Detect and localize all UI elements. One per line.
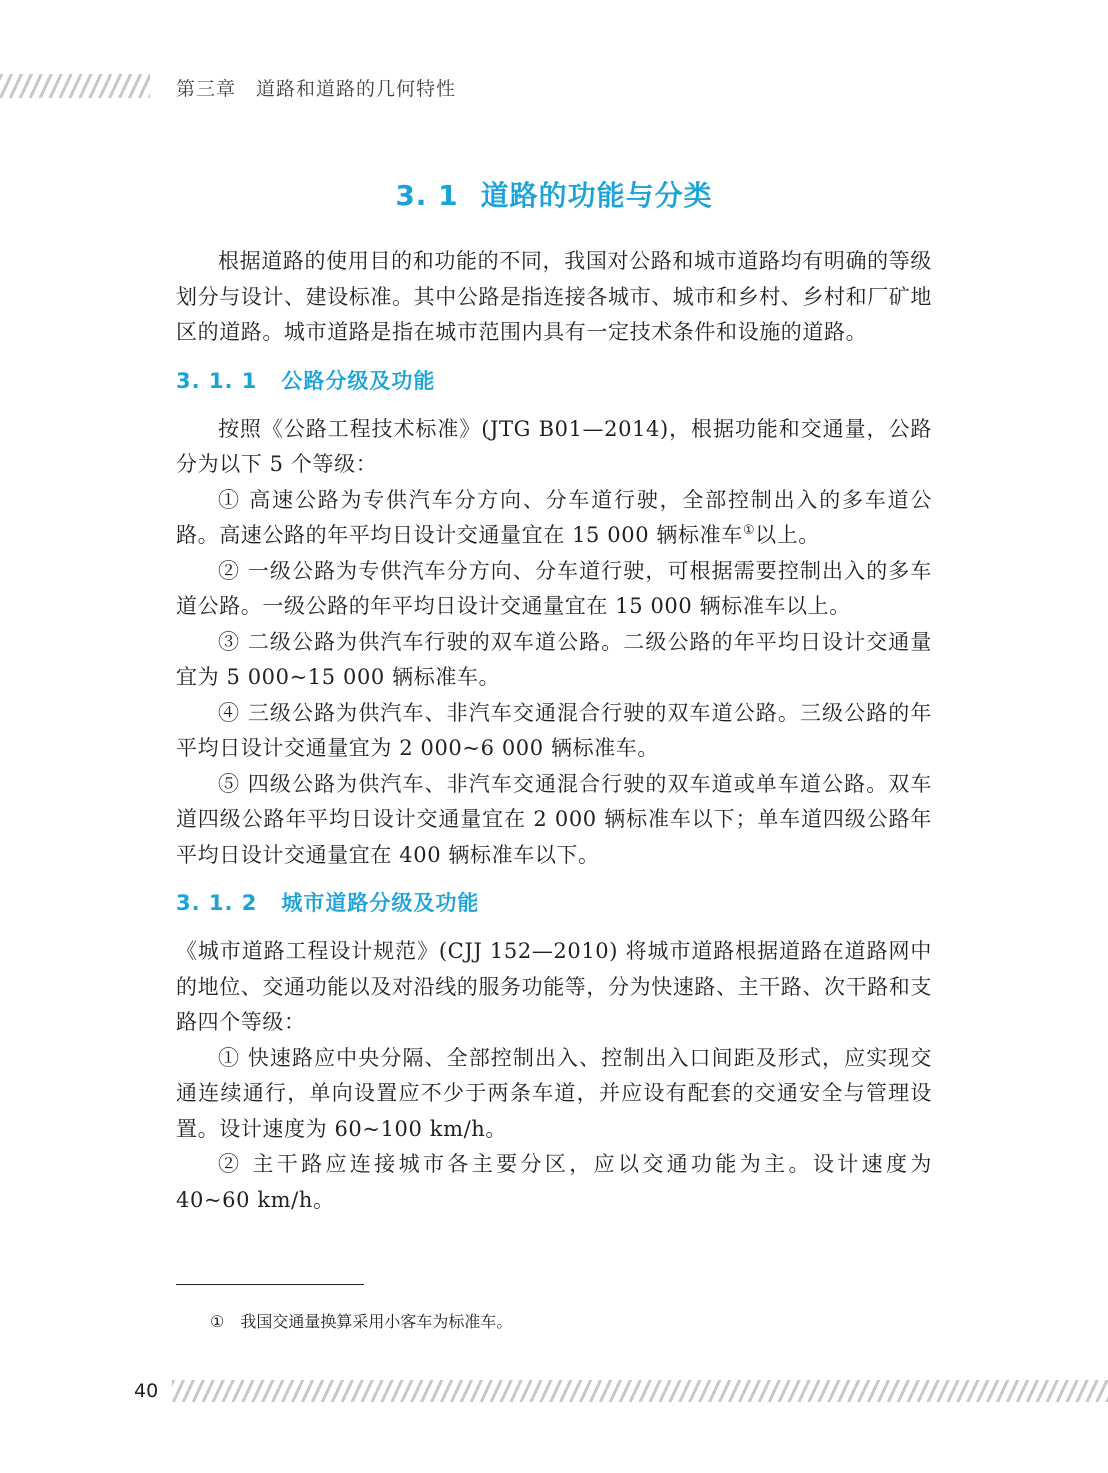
footer-stripes-decoration [172,1380,1108,1402]
highway-item-4: ④ 三级公路为供汽车、非汽车交通混合行驶的双车道公路。三级公路的年平均日设计交通量宜为 2 000~6 000 辆标准车。 [176,700,932,760]
highway-item-5: ⑤ 四级公路为供汽车、非汽车交通混合行驶的双车道或单车道公路。双车道四级公路年平均日设计交通量宜在 2 000 辆标准车以下；单车道四级公路年平均日设计交通量宜在 400 辆标准车以下。 [176,771,932,867]
footnote-divider [176,1284,364,1285]
highway-item-1 [176,483,932,554]
running-header [176,74,456,101]
section-title [0,174,1108,214]
footnote [210,1309,512,1332]
subsection-title-text: 公路分级及功能 [281,368,436,393]
footnote-mark: ① [210,1312,225,1331]
urban-road-item-1: ① 快速路应中央分隔、全部控制出入、控制出入口间距及形式，应实现交通连续通行，单向设置应不少于两条车道，并应设有配套的交通安全与管理设置。设计速度为 60~100 km/h。 [176,1045,932,1141]
chapter-label: 第三章 [176,78,237,100]
subsection-number: 3. 1. 2 [176,891,258,915]
page-number: 40 [134,1380,159,1402]
section-title-text: 道路的功能与分类 [480,179,713,212]
urban-road-item-2: ② 主干路应连接城市各主要分区，应以交通功能为主。设计速度为 40~60 km/h。 [176,1152,932,1212]
body-content [176,244,932,1218]
header-stripes-decoration [0,74,150,98]
subsection-title-highway [176,364,932,399]
section-number: 3. 1 [395,179,459,212]
footnote-reference[interactable]: ① [742,523,756,538]
subsection-number: 3. 1. 1 [176,368,258,393]
highway-item-1-text: ① 高速公路为专供汽车分方向、分车道行驶，全部控制出入的多车道公路。高速公路的年平均日设计交通量宜在 15 000 辆标准车 [176,487,932,547]
footnote-text: 我国交通量换算采用小客车为标准车。 [240,1312,513,1331]
highway-item-3: ③ 二级公路为供汽车行驶的双车道公路。二级公路的年平均日设计交通量宜为 5 000~15 000 辆标准车。 [176,629,932,689]
highway-intro-paragraph: 按照《公路工程技术标准》(JTG B01—2014)，根据功能和交通量，公路分为以下 5 个等级： [176,416,932,476]
urban-road-intro-paragraph: 《城市道路工程设计规范》(CJJ 152—2010) 将城市道路根据道路在道路网中的地位、交通功能以及对沿线的服务功能等，分为快速路、主干路、次干路和支路四个等级： [176,939,932,1034]
subsection-title-urban-road [176,886,932,921]
section-intro-paragraph: 根据道路的使用目的和功能的不同，我国对公路和城市道路均有明确的等级划分与设计、建设标准。其中公路是指连接各城市、城市和乡村、乡村和厂矿地区的道路。城市道路是指在城市范围内具有一定技术条件和设施的道路。 [176,249,932,344]
chapter-title: 道路和道路的几何特性 [256,78,457,100]
highway-item-1-end: 以上。 [755,523,820,547]
highway-item-2: ② 一级公路为专供汽车分方向、分车道行驶，可根据需要控制出入的多车道公路。一级公路的年平均日设计交通量宜在 15 000 辆标准车以上。 [176,558,932,618]
subsection-title-text: 城市道路分级及功能 [281,891,480,915]
